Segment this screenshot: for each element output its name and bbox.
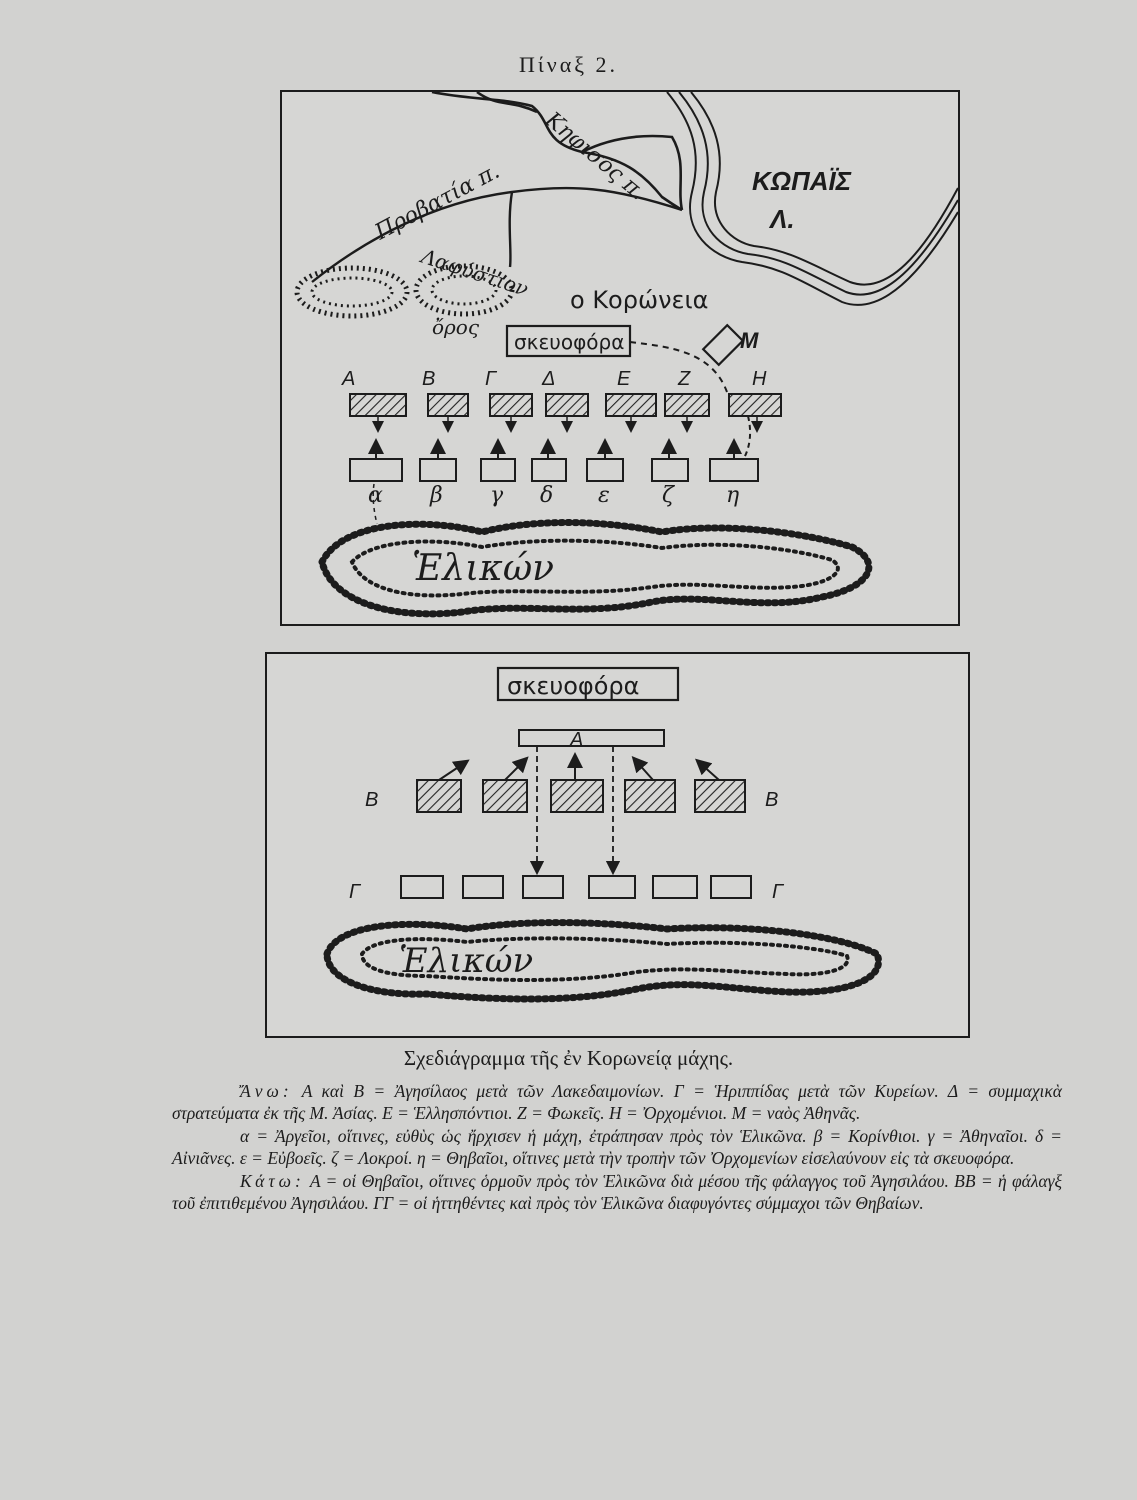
legend-upper-body: Α καὶ Β = Ἀγησίλαος μετὰ τῶν Λακεδαιμονίων. Γ = Ἡριππίδας μετὰ τῶν Κυρείων. Δ = συμμαχικὰ στρατεύματα ἐκ τῆς Μ. Ἀσίας. Ε = Ἑλλησπόντιοι. Ζ = Φωκεῖς. Η = Ὀρχομένιοι. Μ = ναὸς Ἀθηνᾶς. bbox=[172, 1081, 1062, 1124]
label-kephisos: Κηφισός π. bbox=[540, 107, 651, 206]
upper-units bbox=[341, 368, 781, 427]
legend-text bbox=[172, 1080, 1062, 1214]
unit-Z bbox=[665, 368, 709, 427]
phalanx-label-right: Β bbox=[765, 789, 779, 811]
top-map-drawing bbox=[282, 92, 958, 624]
svg-text:ε: ε bbox=[598, 483, 610, 508]
svg-text:η: η bbox=[726, 483, 740, 508]
top-battle-map bbox=[280, 90, 960, 626]
label-kopais-l: Λ. bbox=[770, 204, 795, 234]
label-oros: ὄρος bbox=[432, 315, 480, 339]
unit-b bbox=[420, 446, 456, 508]
svg-text:γ: γ bbox=[490, 483, 504, 508]
temple-athena bbox=[703, 325, 743, 365]
label-helikon-bottom: Ἑλικών bbox=[399, 941, 534, 981]
unit-A bbox=[341, 368, 406, 427]
bottom-map-drawing bbox=[267, 654, 968, 1036]
bottom-battle-map bbox=[265, 652, 970, 1038]
thebans-route bbox=[744, 416, 750, 458]
label-helikon-top: Ἑλικών bbox=[412, 548, 555, 589]
svg-text:Δ: Δ bbox=[542, 368, 556, 390]
unit-eta bbox=[710, 446, 758, 508]
fled-label-left: Γ bbox=[349, 881, 361, 903]
svg-text:Γ: Γ bbox=[485, 368, 497, 390]
phalanx-units bbox=[417, 760, 745, 812]
svg-text:Ζ: Ζ bbox=[678, 368, 691, 390]
legend-upper bbox=[172, 1080, 1062, 1125]
svg-text:ζ: ζ bbox=[662, 483, 674, 508]
mount-helikon-top bbox=[322, 523, 869, 614]
lower-units bbox=[350, 446, 758, 508]
fled-label-right: Γ bbox=[772, 881, 784, 903]
theban-column bbox=[519, 730, 664, 746]
fled-allies-units bbox=[401, 876, 751, 898]
plate-title: Πίναξ 2. bbox=[518, 52, 619, 77]
lake-kopais-shore bbox=[667, 92, 958, 305]
unit-H bbox=[729, 368, 781, 427]
legend-bottom bbox=[172, 1170, 1062, 1215]
unit-z bbox=[652, 446, 688, 508]
unit-D bbox=[541, 368, 588, 427]
unit-E bbox=[606, 368, 656, 427]
label-probatia: Προβατία π. bbox=[371, 158, 504, 246]
unit-a bbox=[350, 446, 402, 508]
legend-upper-head: Ἄνω: bbox=[240, 1081, 293, 1101]
theban-label: Α bbox=[570, 729, 584, 751]
svg-text:Η: Η bbox=[752, 368, 767, 390]
legend-bottom-body: Α = οἱ Θηβαῖοι, οἵτινες ὁρμοῦν πρὸς τὸν Ἑλικῶνα διὰ μέσου τῆς φάλαγγος τοῦ Ἀγησιλάου. ΒΒ = ἡ φάλαγξ τοῦ ἐπιτιθεμένου Ἀγησιλάου. ΓΓ = οἱ ἡττηθέντες καὶ πρὸς τὸν Ἑλικῶνα διαφυγόντες σύμμαχοι τῶν Θηβαίων. bbox=[172, 1170, 1062, 1214]
unit-d bbox=[532, 446, 566, 508]
baggage-label: σκευοφόρα bbox=[514, 330, 625, 354]
unit-g bbox=[481, 446, 515, 508]
label-kopais: ΚΩΠΑΪΣ bbox=[752, 166, 852, 196]
svg-text:Ε: Ε bbox=[617, 368, 631, 390]
legend-lower-letters: α = Ἀργεῖοι, οἵτινες, εὐθὺς ὡς ἤρχισεν ἡ μάχη, ἐτράπησαν πρὸς τὸν Ἑλικῶνα. β = Κορίνθιοι. γ = Ἀθηναῖοι. δ = Αἰνιᾶνες. ε = Εὐβοεῖς. ζ = Λοκροί. η = Θηβαῖοι, οἵτινες μετὰ τὴν τροπὴν τῶν Ὀρχομενίων εἰσελαύνουν εἰς τὰ σκευοφόρα. bbox=[172, 1125, 1062, 1169]
svg-text:Β: Β bbox=[422, 368, 436, 390]
unit-e bbox=[587, 446, 623, 508]
legend-bottom-head: Κάτω: bbox=[240, 1170, 305, 1191]
svg-text:δ: δ bbox=[540, 483, 554, 508]
unit-G bbox=[485, 368, 532, 427]
figure-caption: Σχεδιάγραμμα τῆς ἐν Κορωνείᾳ μάχης. bbox=[403, 1046, 734, 1070]
phalanx-label-left: Β bbox=[365, 789, 379, 811]
unit-B bbox=[422, 368, 468, 427]
svg-text:β: β bbox=[430, 483, 443, 508]
label-koroneia: ο Κορώνεια bbox=[570, 286, 709, 314]
temple-label: Μ bbox=[740, 328, 759, 353]
svg-text:Α: Α bbox=[342, 368, 356, 390]
svg-text:α: α bbox=[368, 483, 383, 508]
baggage-label-bottom: σκευοφόρα bbox=[507, 672, 640, 700]
label-laphystion: Λαφύστιον bbox=[418, 243, 532, 302]
